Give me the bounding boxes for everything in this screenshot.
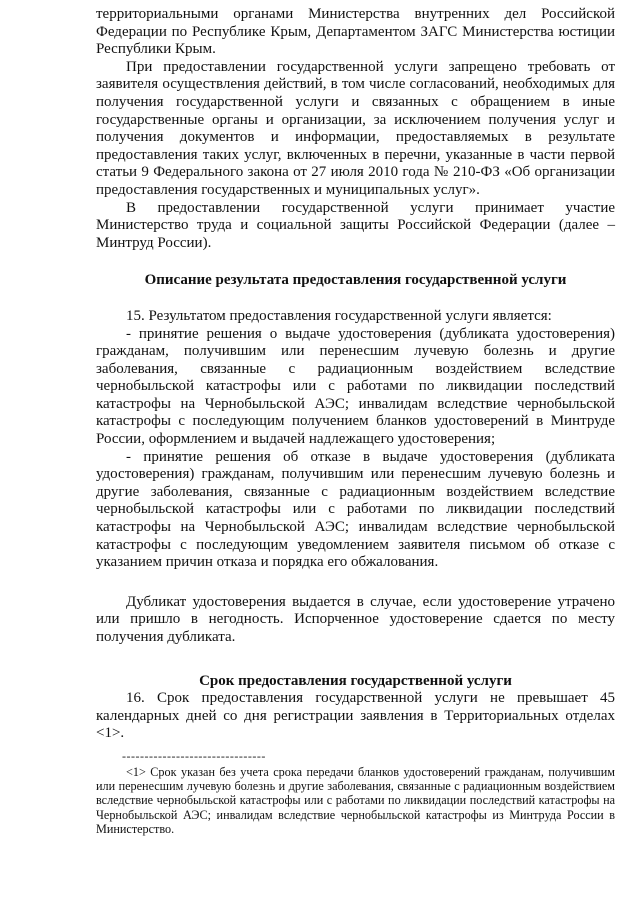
- paragraph-16: 16. Срок предоставления государственной услуги не превышает 45 календарных дней со дня регистрации заявления в Территориальных отделах <1>.: [96, 690, 615, 742]
- paragraph-15: 15. Результатом предоставления государственной услуги является:: [126, 307, 552, 324]
- document-page: [96, 6, 615, 836]
- bullet-item-2: - принятие решения об отказе в выдаче удостоверения (дубликата удостоверения) гражданам, получившим или перенесшим лучевую болезнь и другие заболевания, связанные с радиационным воздействием вследствие чернобыльской катастрофы или с работами по ликвидации последствий катастрофы на Чернобыльской АЭС; инвалидам вследствие чернобыльской катастрофы с последующим уведомлением заявителя письмом об отказе с указанием причин отказа и порядка его обжалования.: [96, 448, 615, 571]
- footnote-separator: --------------------------------: [122, 748, 266, 763]
- paragraph-duplicate: Дубликат удостоверения выдается в случае, если удостоверение утрачено или пришло в негодность. Испорченное удостоверение сдается по месту получения дубликата.: [96, 593, 615, 645]
- paragraph-participation: В предоставлении государственной услуги принимает участие Министерство труда и социальной защиты Российской Федерации (далее – Минтруд России).: [96, 199, 615, 251]
- bullet-item-1: - принятие решения о выдаче удостоверения (дубликата удостоверения) гражданам, получившим или перенесшим лучевую болезнь и другие заболевания, связанные с радиационным воздействием вследствие чернобыльской катастрофы или с работами по ликвидации последствий катастрофы на Чернобыльской АЭС; инвалидам вследствие чернобыльской катастрофы с последующим получением бланков удостоверений в Минтруде России, оформлением и выдачей надлежащего удостоверения;: [96, 325, 615, 448]
- heading-term: Срок предоставления государственной услуги: [199, 672, 512, 689]
- footnote: [96, 765, 615, 836]
- heading-result: Описание результата предоставления государственной услуги: [144, 272, 567, 289]
- paragraph-prohibition: При предоставлении государственной услуги запрещено требовать от заявителя осуществления действий, в том числе согласований, необходимых для получения государственной услуги и связанных с обращением в иные государственные органы и организации, за исключением получения услуг и получения документов и информации, предоставляемых в результате предоставления таких услуг, включенных в перечни, указанные в части первой статьи 9 Федерального закона от 27 июля 2010 года № 210-ФЗ «Об организации предоставления государственных и муниципальных услуг».: [96, 58, 615, 198]
- paragraph-intro: территориальными органами Министерства внутренних дел Российской Федерации по Республике Крым, Департаментом ЗАГС Министерства юстиции Республики Крым.: [96, 6, 615, 58]
- footnote-text: <1> Срок указан без учета срока передачи бланков удостоверений гражданам, получившим или перенесшим лучевую болезнь и другие заболевания, связанные с радиационным воздействием вследствие чернобыльской катастрофы или с работами по ликвидации последствий катастрофы на Чернобыльской АЭС; инвалидам вследствие чернобыльской катастрофы из Минтруда России в Министерство.: [96, 764, 615, 836]
